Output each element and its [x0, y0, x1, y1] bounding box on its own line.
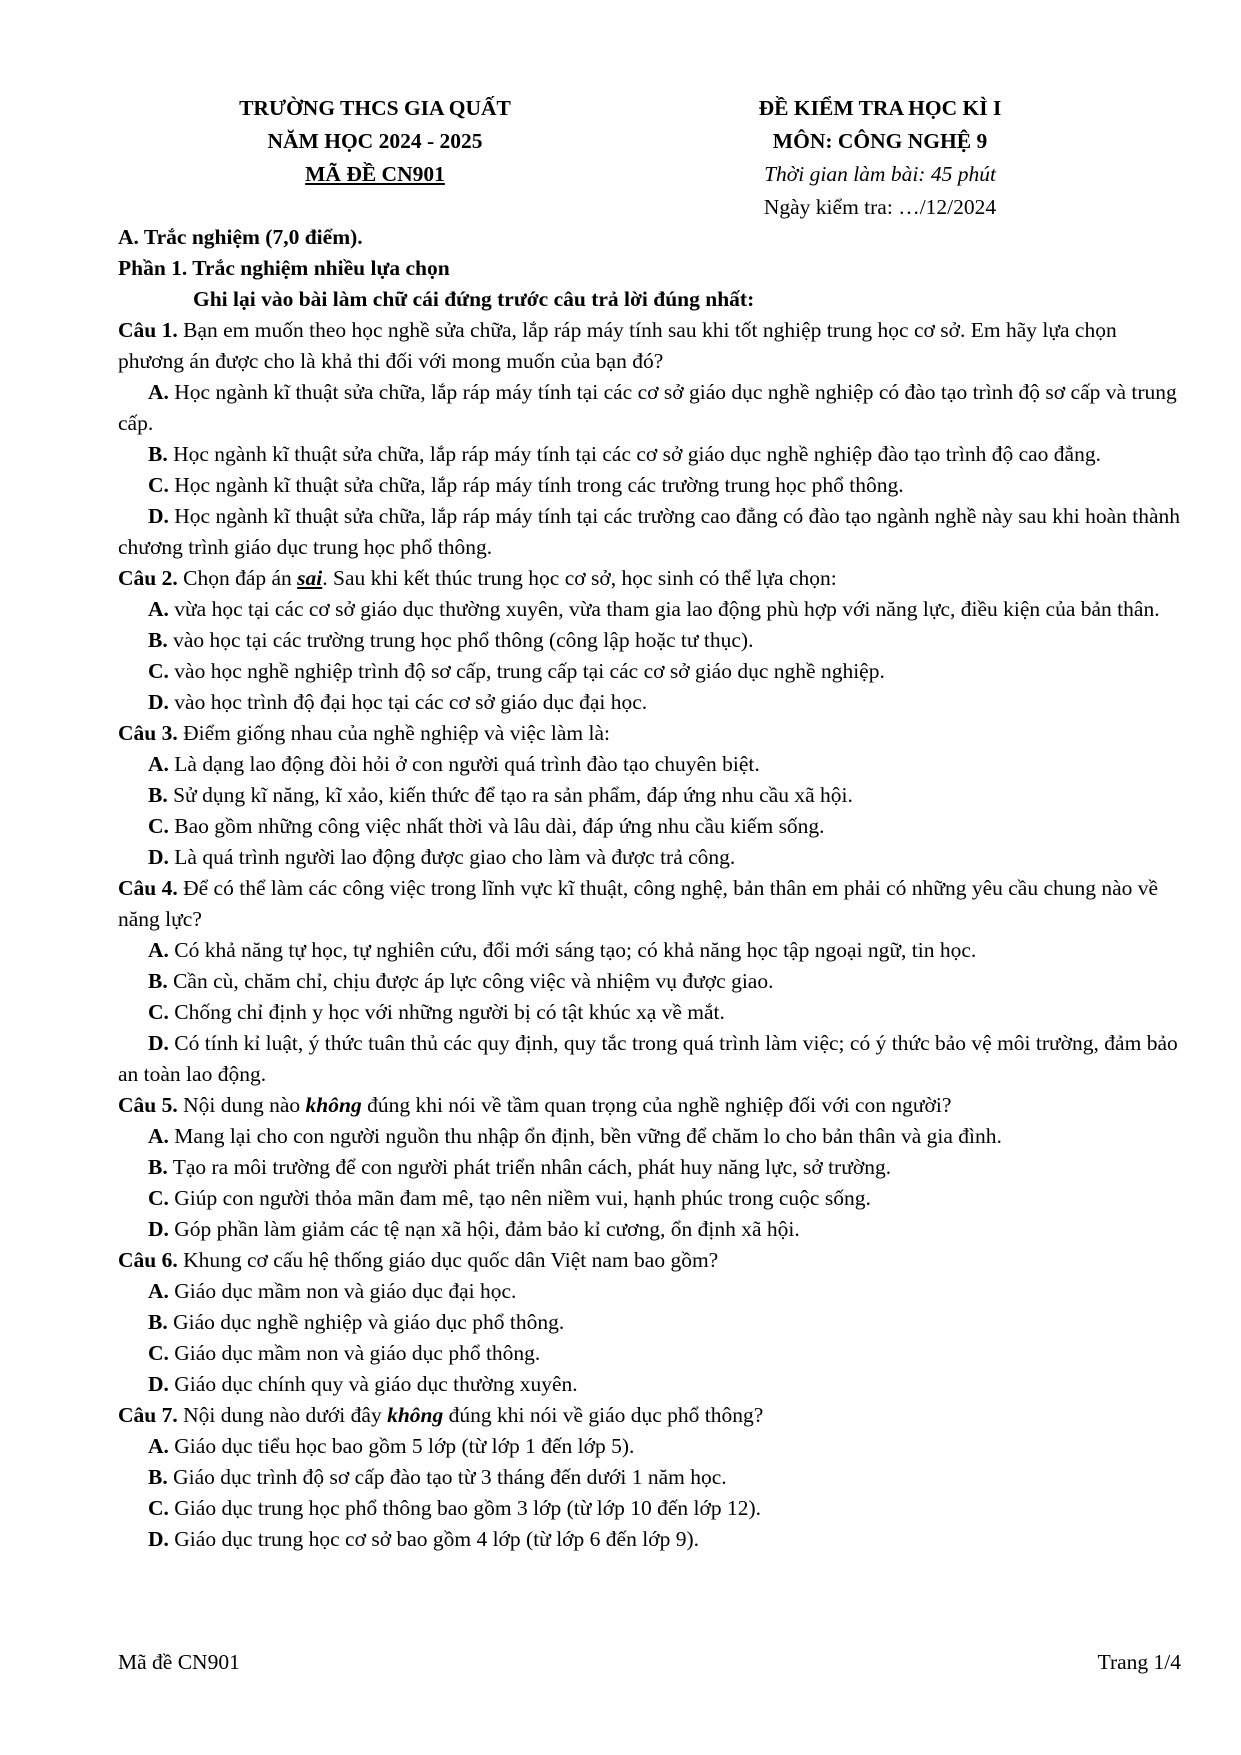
- question-number: Câu 5.: [118, 1093, 178, 1117]
- answer-option: [118, 749, 1182, 780]
- option-letter: B.: [148, 969, 168, 993]
- option-letter: A.: [148, 752, 169, 776]
- exam-title: ĐỀ KIỂM TRA HỌC KÌ I: [758, 96, 1002, 120]
- question-block: [118, 873, 1182, 1090]
- exam-header: [700, 92, 1060, 224]
- school-year: NĂM HỌC 2024 - 2025: [267, 129, 483, 153]
- option-letter: A.: [148, 1434, 169, 1458]
- answer-option: [118, 687, 1182, 718]
- option-letter: A.: [148, 597, 169, 621]
- part1-title: Phần 1. Trắc nghiệm nhiều lựa chọn: [118, 256, 450, 280]
- option-letter: C.: [148, 1496, 169, 1520]
- question-stem: [118, 1090, 1182, 1121]
- option-letter: B.: [148, 1155, 168, 1179]
- question-stem: [118, 315, 1182, 377]
- option-letter: B.: [148, 1310, 168, 1334]
- question-stem: [118, 873, 1182, 935]
- question-keyword: không: [305, 1093, 362, 1117]
- answer-option: [118, 1431, 1182, 1462]
- option-letter: B.: [148, 442, 168, 466]
- option-text: Học ngành kĩ thuật sửa chữa, lắp ráp máy tính trong các trường trung học phổ thông.: [168, 473, 904, 497]
- option-letter: C.: [148, 473, 169, 497]
- question-text: Để có thể làm các công việc trong lĩnh vực kĩ thuật, công nghệ, bản thân em phải có những yêu cầu chung nào về năng lực?: [118, 876, 1159, 931]
- option-text: Giáo dục trình độ sơ cấp đào tạo từ 3 tháng đến dưới 1 năm học.: [167, 1465, 727, 1489]
- option-text: Học ngành kĩ thuật sửa chữa, lắp ráp máy tính tại các cơ sở giáo dục nghề nghiệp đào tạo trình độ cao đẳng.: [167, 442, 1101, 466]
- option-text: vào học trình độ đại học tại các cơ sở giáo dục đại học.: [168, 690, 648, 714]
- option-text: Cần cù, chăm chỉ, chịu được áp lực công việc và nhiệm vụ được giao.: [167, 969, 774, 993]
- answer-option: [118, 1338, 1182, 1369]
- option-letter: D.: [148, 845, 169, 869]
- answer-option: [118, 1493, 1182, 1524]
- answer-option: [118, 625, 1182, 656]
- question-block: [118, 563, 1182, 718]
- option-text: Học ngành kĩ thuật sửa chữa, lắp ráp máy tính tại các cơ sở giáo dục nghề nghiệp có đào tạo trình độ sơ cấp và trung cấp.: [118, 380, 1177, 435]
- question-text: Bạn em muốn theo học nghề sửa chữa, lắp ráp máy tính sau khi tốt nghiệp trung học cơ sở. Em hãy lựa chọn phương án được cho là khả thi đối với mong muốn của bạn đó?: [118, 318, 1117, 373]
- question-block: [118, 1245, 1182, 1400]
- option-letter: C.: [148, 1341, 169, 1365]
- footer-code: Mã đề CN901: [118, 1650, 240, 1674]
- footer-page: Trang 1/4: [1097, 1650, 1181, 1674]
- option-letter: A.: [148, 380, 169, 404]
- answer-option: [118, 966, 1182, 997]
- answer-option: [118, 377, 1182, 439]
- question-stem: [118, 1400, 1182, 1431]
- answer-option: [118, 1028, 1182, 1090]
- question-block: [118, 315, 1182, 563]
- option-text: vừa học tại các cơ sở giáo dục thường xuyên, vừa tham gia lao động phù hợp với năng lực, điều kiện của bản thân.: [168, 597, 1160, 621]
- option-text: Có tính kỉ luật, ý thức tuân thủ các quy định, quy tắc trong quá trình làm việc; có ý thức bảo vệ môi trường, đảm bảo an toàn lao động.: [118, 1031, 1178, 1086]
- option-text: vào học tại các trường trung học phổ thông (công lập hoặc tư thục).: [167, 628, 754, 652]
- option-text: Bao gồm những công việc nhất thời và lâu dài, đáp ứng nhu cầu kiếm sống.: [168, 814, 825, 838]
- answer-option: [118, 997, 1182, 1028]
- exam-subject: MÔN: CÔNG NGHỆ 9: [772, 129, 988, 153]
- question-text-rest: đúng khi nói về giáo dục phổ thông?: [443, 1403, 764, 1427]
- answer-option: [118, 780, 1182, 811]
- answer-option: [118, 1369, 1182, 1400]
- answer-option: [118, 1524, 1182, 1555]
- option-letter: C.: [148, 1000, 169, 1024]
- answer-option: [118, 1276, 1182, 1307]
- answer-option: [118, 811, 1182, 842]
- option-letter: B.: [148, 783, 168, 807]
- question-number: Câu 7.: [118, 1403, 178, 1427]
- question-text: Nội dung nào dưới đây: [177, 1403, 388, 1427]
- option-text: vào học nghề nghiệp trình độ sơ cấp, trung cấp tại các cơ sở giáo dục nghề nghiệp.: [168, 659, 885, 683]
- option-text: Học ngành kĩ thuật sửa chữa, lắp ráp máy tính tại các trường cao đẳng có đào tạo ngành nghề này sau khi hoàn thành chương trình giáo dục trung học phổ thông.: [118, 504, 1181, 559]
- option-letter: D.: [148, 1527, 169, 1551]
- exam-duration: Thời gian làm bài: 45 phút: [764, 162, 996, 186]
- question-number: Câu 1.: [118, 318, 178, 342]
- question-block: [118, 1400, 1182, 1555]
- option-letter: C.: [148, 659, 169, 683]
- answer-option: [118, 1462, 1182, 1493]
- option-letter: B.: [148, 1465, 168, 1489]
- option-text: Là quá trình người lao động được giao cho làm và được trả công.: [168, 845, 736, 869]
- option-letter: D.: [148, 1217, 169, 1241]
- option-text: Là dạng lao động đòi hỏi ở con người quá trình đào tạo chuyên biệt.: [168, 752, 760, 776]
- question-stem: [118, 563, 1182, 594]
- answer-option: [118, 935, 1182, 966]
- question-text: Nội dung nào: [177, 1093, 306, 1117]
- exam-code: MÃ ĐỀ CN901: [305, 162, 445, 186]
- answer-option: [118, 594, 1182, 625]
- question-number: Câu 6.: [118, 1248, 178, 1272]
- section-a-title: A. Trắc nghiệm (7,0 điểm).: [118, 225, 363, 249]
- option-letter: D.: [148, 1031, 169, 1055]
- exam-date: Ngày kiểm tra: …/12/2024: [763, 195, 997, 219]
- option-text: Giúp con người thỏa mãn đam mê, tạo nên niềm vui, hạnh phúc trong cuộc sống.: [168, 1186, 871, 1210]
- answer-option: [118, 842, 1182, 873]
- question-text: Khung cơ cấu hệ thống giáo dục quốc dân Việt nam bao gồm?: [177, 1248, 719, 1272]
- question-stem: [118, 718, 1182, 749]
- answer-option: [118, 439, 1182, 470]
- answer-option: [118, 501, 1182, 563]
- option-text: Giáo dục mầm non và giáo dục đại học.: [168, 1279, 517, 1303]
- option-letter: D.: [148, 690, 169, 714]
- school-name: TRƯỜNG THCS GIA QUẤT: [239, 96, 511, 120]
- option-letter: D.: [148, 1372, 169, 1396]
- option-text: Tạo ra môi trường để con người phát triển nhân cách, phát huy năng lực, sở trường.: [167, 1155, 892, 1179]
- question-block: [118, 718, 1182, 873]
- option-text: Giáo dục nghề nghiệp và giáo dục phổ thông.: [167, 1310, 565, 1334]
- question-text-rest: đúng khi nói về tầm quan trọng của nghề nghiệp đối với con người?: [361, 1093, 952, 1117]
- answer-option: [118, 1152, 1182, 1183]
- option-text: Góp phần làm giảm các tệ nạn xã hội, đảm bảo kỉ cương, ổn định xã hội.: [168, 1217, 800, 1241]
- option-text: Có khả năng tự học, tự nghiên cứu, đổi mới sáng tạo; có khả năng học tập ngoại ngữ, tin học.: [168, 938, 977, 962]
- option-text: Giáo dục trung học cơ sở bao gồm 4 lớp (từ lớp 6 đến lớp 9).: [168, 1527, 699, 1551]
- question-text: Điểm giống nhau của nghề nghiệp và việc làm là:: [177, 721, 610, 745]
- question-block: [118, 1090, 1182, 1245]
- question-keyword: sai: [297, 566, 323, 590]
- question-text-rest: . Sau khi kết thúc trung học cơ sở, học sinh có thể lựa chọn:: [322, 566, 837, 590]
- question-number: Câu 4.: [118, 876, 178, 900]
- school-header: [200, 92, 550, 191]
- option-text: Sử dụng kĩ năng, kĩ xảo, kiến thức để tạo ra sản phẩm, đáp ứng nhu cầu xã hội.: [167, 783, 853, 807]
- option-letter: A.: [148, 1279, 169, 1303]
- answer-option: [118, 470, 1182, 501]
- exam-body: [118, 222, 1182, 1555]
- option-text: Giáo dục trung học phổ thông bao gồm 3 lớp (từ lớp 10 đến lớp 12).: [168, 1496, 762, 1520]
- question-keyword: không: [387, 1403, 444, 1427]
- answer-option: [118, 1183, 1182, 1214]
- option-letter: A.: [148, 938, 169, 962]
- answer-option: [118, 1214, 1182, 1245]
- instruction: Ghi lại vào bài làm chữ cái đứng trước câu trả lời đúng nhất:: [193, 287, 755, 311]
- question-list: [118, 315, 1182, 1555]
- option-text: Giáo dục chính quy và giáo dục thường xuyên.: [168, 1372, 578, 1396]
- question-number: Câu 2.: [118, 566, 178, 590]
- option-text: Giáo dục tiểu học bao gồm 5 lớp (từ lớp 1 đến lớp 5).: [168, 1434, 635, 1458]
- option-letter: B.: [148, 628, 168, 652]
- question-stem: [118, 1245, 1182, 1276]
- question-text: Chọn đáp án: [177, 566, 298, 590]
- option-letter: A.: [148, 1124, 169, 1148]
- option-letter: D.: [148, 504, 169, 528]
- option-text: Chống chỉ định y học với những người bị có tật khúc xạ về mắt.: [168, 1000, 725, 1024]
- answer-option: [118, 1121, 1182, 1152]
- answer-option: [118, 1307, 1182, 1338]
- option-letter: C.: [148, 814, 169, 838]
- answer-option: [118, 656, 1182, 687]
- option-text: Giáo dục mầm non và giáo dục phổ thông.: [168, 1341, 541, 1365]
- option-text: Mang lại cho con người nguồn thu nhập ổn định, bền vững để chăm lo cho bản thân và gia đình.: [168, 1124, 1002, 1148]
- option-letter: C.: [148, 1186, 169, 1210]
- question-number: Câu 3.: [118, 721, 178, 745]
